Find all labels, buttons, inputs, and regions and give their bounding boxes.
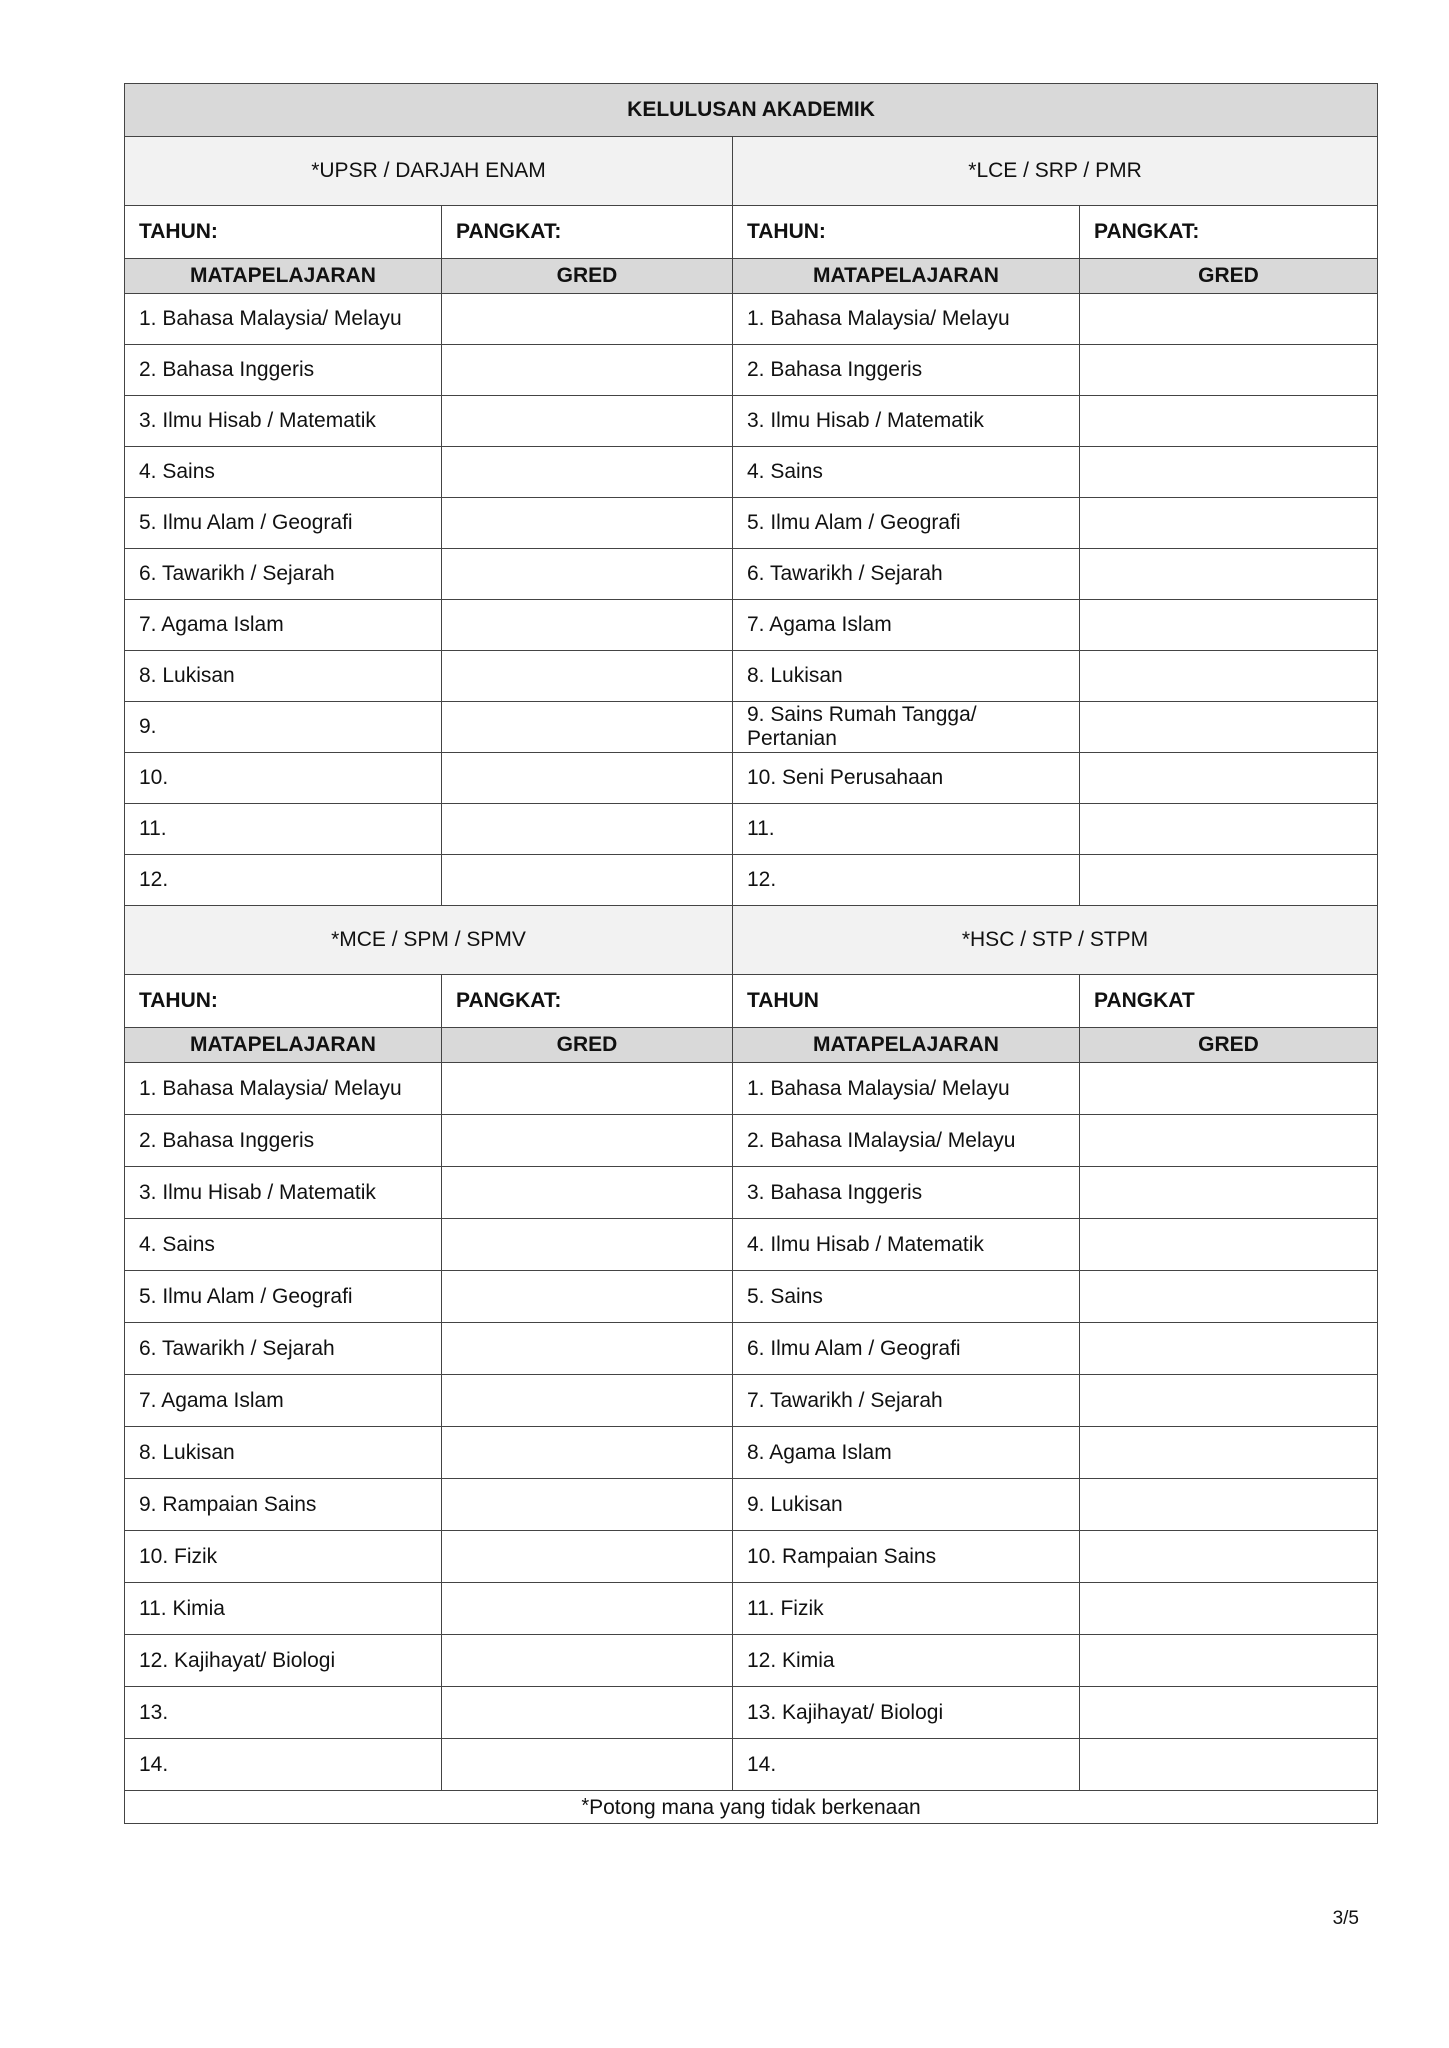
grade-input-cell[interactable] <box>442 345 733 396</box>
subject-cell: 11. <box>125 804 442 855</box>
grade-input-cell[interactable] <box>442 498 733 549</box>
subject-cell: 12. <box>733 855 1080 906</box>
table-row <box>125 1271 1378 1323</box>
table-row <box>125 600 1378 651</box>
grade-input-cell[interactable] <box>1080 498 1378 549</box>
year-label[interactable]: TAHUN <box>733 975 1080 1028</box>
grade-input-cell[interactable] <box>442 1687 733 1739</box>
grade-input-cell[interactable] <box>442 1167 733 1219</box>
subject-cell: 7. Tawarikh / Sejarah <box>733 1375 1080 1427</box>
subject-cell: 1. Bahasa Malaysia/ Melayu <box>733 1063 1080 1115</box>
grade-input-cell[interactable] <box>1080 600 1378 651</box>
grade-column-header: GRED <box>1080 1028 1378 1063</box>
grade-input-cell[interactable] <box>1080 1479 1378 1531</box>
grade-input-cell[interactable] <box>1080 396 1378 447</box>
subject-cell: 1. Bahasa Malaysia/ Melayu <box>733 294 1080 345</box>
grade-input-cell[interactable] <box>1080 702 1378 753</box>
subject-cell: 9. Sains Rumah Tangga/ Pertanian <box>733 702 1080 753</box>
grade-input-cell[interactable] <box>442 1427 733 1479</box>
subject-cell: 9. Lukisan <box>733 1479 1080 1531</box>
subject-cell: 4. Sains <box>733 447 1080 498</box>
grade-input-cell[interactable] <box>442 294 733 345</box>
subject-cell: 10. Rampaian Sains <box>733 1531 1080 1583</box>
subject-cell: 7. Agama Islam <box>125 600 442 651</box>
page-number: 3/5 <box>1332 1908 1359 1929</box>
grade-column-header: GRED <box>442 1028 733 1063</box>
grade-input-cell[interactable] <box>442 1479 733 1531</box>
subject-cell: 2. Bahasa Inggeris <box>125 345 442 396</box>
table-row <box>125 549 1378 600</box>
table-row <box>125 753 1378 804</box>
form-title: KELULUSAN AKADEMIK <box>125 84 1378 137</box>
subject-cell: 2. Bahasa Inggeris <box>125 1115 442 1167</box>
subject-cell: 13. Kajihayat/ Biologi <box>733 1687 1080 1739</box>
table-row <box>125 1375 1378 1427</box>
grade-input-cell[interactable] <box>1080 1167 1378 1219</box>
subject-cell: 8. Lukisan <box>125 1427 442 1479</box>
subject-cell: 12. <box>125 855 442 906</box>
grade-input-cell[interactable] <box>1080 1427 1378 1479</box>
subject-cell: 2. Bahasa Inggeris <box>733 345 1080 396</box>
year-label[interactable]: TAHUN: <box>733 206 1080 259</box>
subject-cell: 3. Ilmu Hisab / Matematik <box>733 396 1080 447</box>
grade-input-cell[interactable] <box>442 1063 733 1115</box>
footnote-text: Potong mana yang tidak berkenaan <box>589 1795 921 1819</box>
grade-input-cell[interactable] <box>442 1115 733 1167</box>
subject-cell: 11. <box>733 804 1080 855</box>
subject-cell: 10. <box>125 753 442 804</box>
subject-cell: 11. Kimia <box>125 1583 442 1635</box>
table-row <box>125 1479 1378 1531</box>
grade-input-cell[interactable] <box>442 855 733 906</box>
grade-input-cell[interactable] <box>1080 753 1378 804</box>
grade-input-cell[interactable] <box>1080 447 1378 498</box>
subject-cell: 10. Fizik <box>125 1531 442 1583</box>
subject-cell: 6. Ilmu Alam / Geografi <box>733 1323 1080 1375</box>
table-row <box>125 1323 1378 1375</box>
section-title: *HSC / STP / STPM <box>733 906 1378 975</box>
table-row <box>125 1219 1378 1271</box>
grade-input-cell[interactable] <box>442 1635 733 1687</box>
subject-cell: 3. Bahasa Inggeris <box>733 1167 1080 1219</box>
subject-cell: 1. Bahasa Malaysia/ Melayu <box>125 1063 442 1115</box>
table-row <box>125 651 1378 702</box>
section-title: *MCE / SPM / SPMV <box>125 906 733 975</box>
subject-cell: 5. Ilmu Alam / Geografi <box>125 498 442 549</box>
table-row <box>125 1583 1378 1635</box>
subject-cell: 4. Ilmu Hisab / Matematik <box>733 1219 1080 1271</box>
grade-input-cell[interactable] <box>442 1323 733 1375</box>
subject-cell: 13. <box>125 1687 442 1739</box>
grade-input-cell[interactable] <box>442 549 733 600</box>
rank-label[interactable]: PANGKAT: <box>442 975 733 1028</box>
subject-cell: 10. Seni Perusahaan <box>733 753 1080 804</box>
grade-input-cell[interactable] <box>1080 855 1378 906</box>
section-title: *UPSR / DARJAH ENAM <box>125 137 733 206</box>
footnote <box>125 1791 1378 1824</box>
grade-input-cell[interactable] <box>442 1271 733 1323</box>
table-row <box>125 294 1378 345</box>
subject-cell: 5. Sains <box>733 1271 1080 1323</box>
table-row <box>125 498 1378 549</box>
grade-input-cell[interactable] <box>442 1583 733 1635</box>
subject-cell: 1. Bahasa Malaysia/ Melayu <box>125 294 442 345</box>
section-title: *LCE / SRP / PMR <box>733 137 1378 206</box>
grade-input-cell[interactable] <box>442 600 733 651</box>
table-row <box>125 1687 1378 1739</box>
grade-input-cell[interactable] <box>442 447 733 498</box>
grade-input-cell[interactable] <box>1080 1219 1378 1271</box>
grade-input-cell[interactable] <box>1080 1375 1378 1427</box>
table-row <box>125 1531 1378 1583</box>
table-row <box>125 804 1378 855</box>
grade-input-cell[interactable] <box>1080 1115 1378 1167</box>
grade-input-cell[interactable] <box>442 396 733 447</box>
subject-column-header: MATAPELAJARAN <box>733 1028 1080 1063</box>
footnote-asterisk: * <box>581 1794 590 1817</box>
grade-input-cell[interactable] <box>1080 1583 1378 1635</box>
subject-cell: 14. <box>125 1739 442 1791</box>
table-row <box>125 1635 1378 1687</box>
subject-column-header: MATAPELAJARAN <box>125 259 442 294</box>
grade-input-cell[interactable] <box>442 702 733 753</box>
subject-column-header: MATAPELAJARAN <box>733 259 1080 294</box>
subject-cell: 2. Bahasa IMalaysia/ Melayu <box>733 1115 1080 1167</box>
grade-input-cell[interactable] <box>1080 651 1378 702</box>
grade-input-cell[interactable] <box>442 753 733 804</box>
table-row <box>125 1167 1378 1219</box>
grade-input-cell[interactable] <box>1080 1531 1378 1583</box>
grade-input-cell[interactable] <box>1080 1323 1378 1375</box>
subject-column-header: MATAPELAJARAN <box>125 1028 442 1063</box>
subject-cell: 8. Lukisan <box>125 651 442 702</box>
grade-input-cell[interactable] <box>442 651 733 702</box>
subject-cell: 3. Ilmu Hisab / Matematik <box>125 1167 442 1219</box>
subject-cell: 9. Rampaian Sains <box>125 1479 442 1531</box>
subject-cell: 11. Fizik <box>733 1583 1080 1635</box>
subject-cell: 4. Sains <box>125 447 442 498</box>
subject-cell: 14. <box>733 1739 1080 1791</box>
subject-cell: 12. Kajihayat/ Biologi <box>125 1635 442 1687</box>
grade-column-header: GRED <box>1080 259 1378 294</box>
grade-input-cell[interactable] <box>1080 804 1378 855</box>
grade-column-header: GRED <box>442 259 733 294</box>
grade-input-cell[interactable] <box>442 1531 733 1583</box>
rank-label[interactable]: PANGKAT <box>1080 975 1378 1028</box>
table-row <box>125 1739 1378 1791</box>
academic-qualification-form <box>124 83 1378 1824</box>
grade-input-cell[interactable] <box>1080 1271 1378 1323</box>
table-row <box>125 396 1378 447</box>
subject-cell: 9. <box>125 702 442 753</box>
subject-cell: 7. Agama Islam <box>125 1375 442 1427</box>
table-row <box>125 1115 1378 1167</box>
rank-label[interactable]: PANGKAT: <box>442 206 733 259</box>
grade-input-cell[interactable] <box>1080 549 1378 600</box>
grade-input-cell[interactable] <box>1080 345 1378 396</box>
grade-input-cell[interactable] <box>442 804 733 855</box>
subject-cell: 6. Tawarikh / Sejarah <box>125 549 442 600</box>
subject-cell: 8. Lukisan <box>733 651 1080 702</box>
grade-input-cell[interactable] <box>442 1219 733 1271</box>
table-row <box>125 702 1378 753</box>
table-row <box>125 345 1378 396</box>
subject-cell: 5. Ilmu Alam / Geografi <box>125 1271 442 1323</box>
grade-input-cell[interactable] <box>1080 1687 1378 1739</box>
subject-cell: 12. Kimia <box>733 1635 1080 1687</box>
table-row <box>125 1063 1378 1115</box>
grade-input-cell[interactable] <box>442 1739 733 1791</box>
grade-input-cell[interactable] <box>1080 1635 1378 1687</box>
grade-input-cell[interactable] <box>1080 1063 1378 1115</box>
table-row <box>125 447 1378 498</box>
subject-cell: 6. Tawarikh / Sejarah <box>733 549 1080 600</box>
subject-cell: 8. Agama Islam <box>733 1427 1080 1479</box>
table-row <box>125 1427 1378 1479</box>
grade-input-cell[interactable] <box>442 1375 733 1427</box>
subject-cell: 3. Ilmu Hisab / Matematik <box>125 396 442 447</box>
subject-cell: 5. Ilmu Alam / Geografi <box>733 498 1080 549</box>
grade-input-cell[interactable] <box>1080 294 1378 345</box>
grade-input-cell[interactable] <box>1080 1739 1378 1791</box>
subject-cell: 4. Sains <box>125 1219 442 1271</box>
subject-cell: 7. Agama Islam <box>733 600 1080 651</box>
subject-cell: 6. Tawarikh / Sejarah <box>125 1323 442 1375</box>
year-label[interactable]: TAHUN: <box>125 975 442 1028</box>
table-row <box>125 855 1378 906</box>
year-label[interactable]: TAHUN: <box>125 206 442 259</box>
rank-label[interactable]: PANGKAT: <box>1080 206 1378 259</box>
